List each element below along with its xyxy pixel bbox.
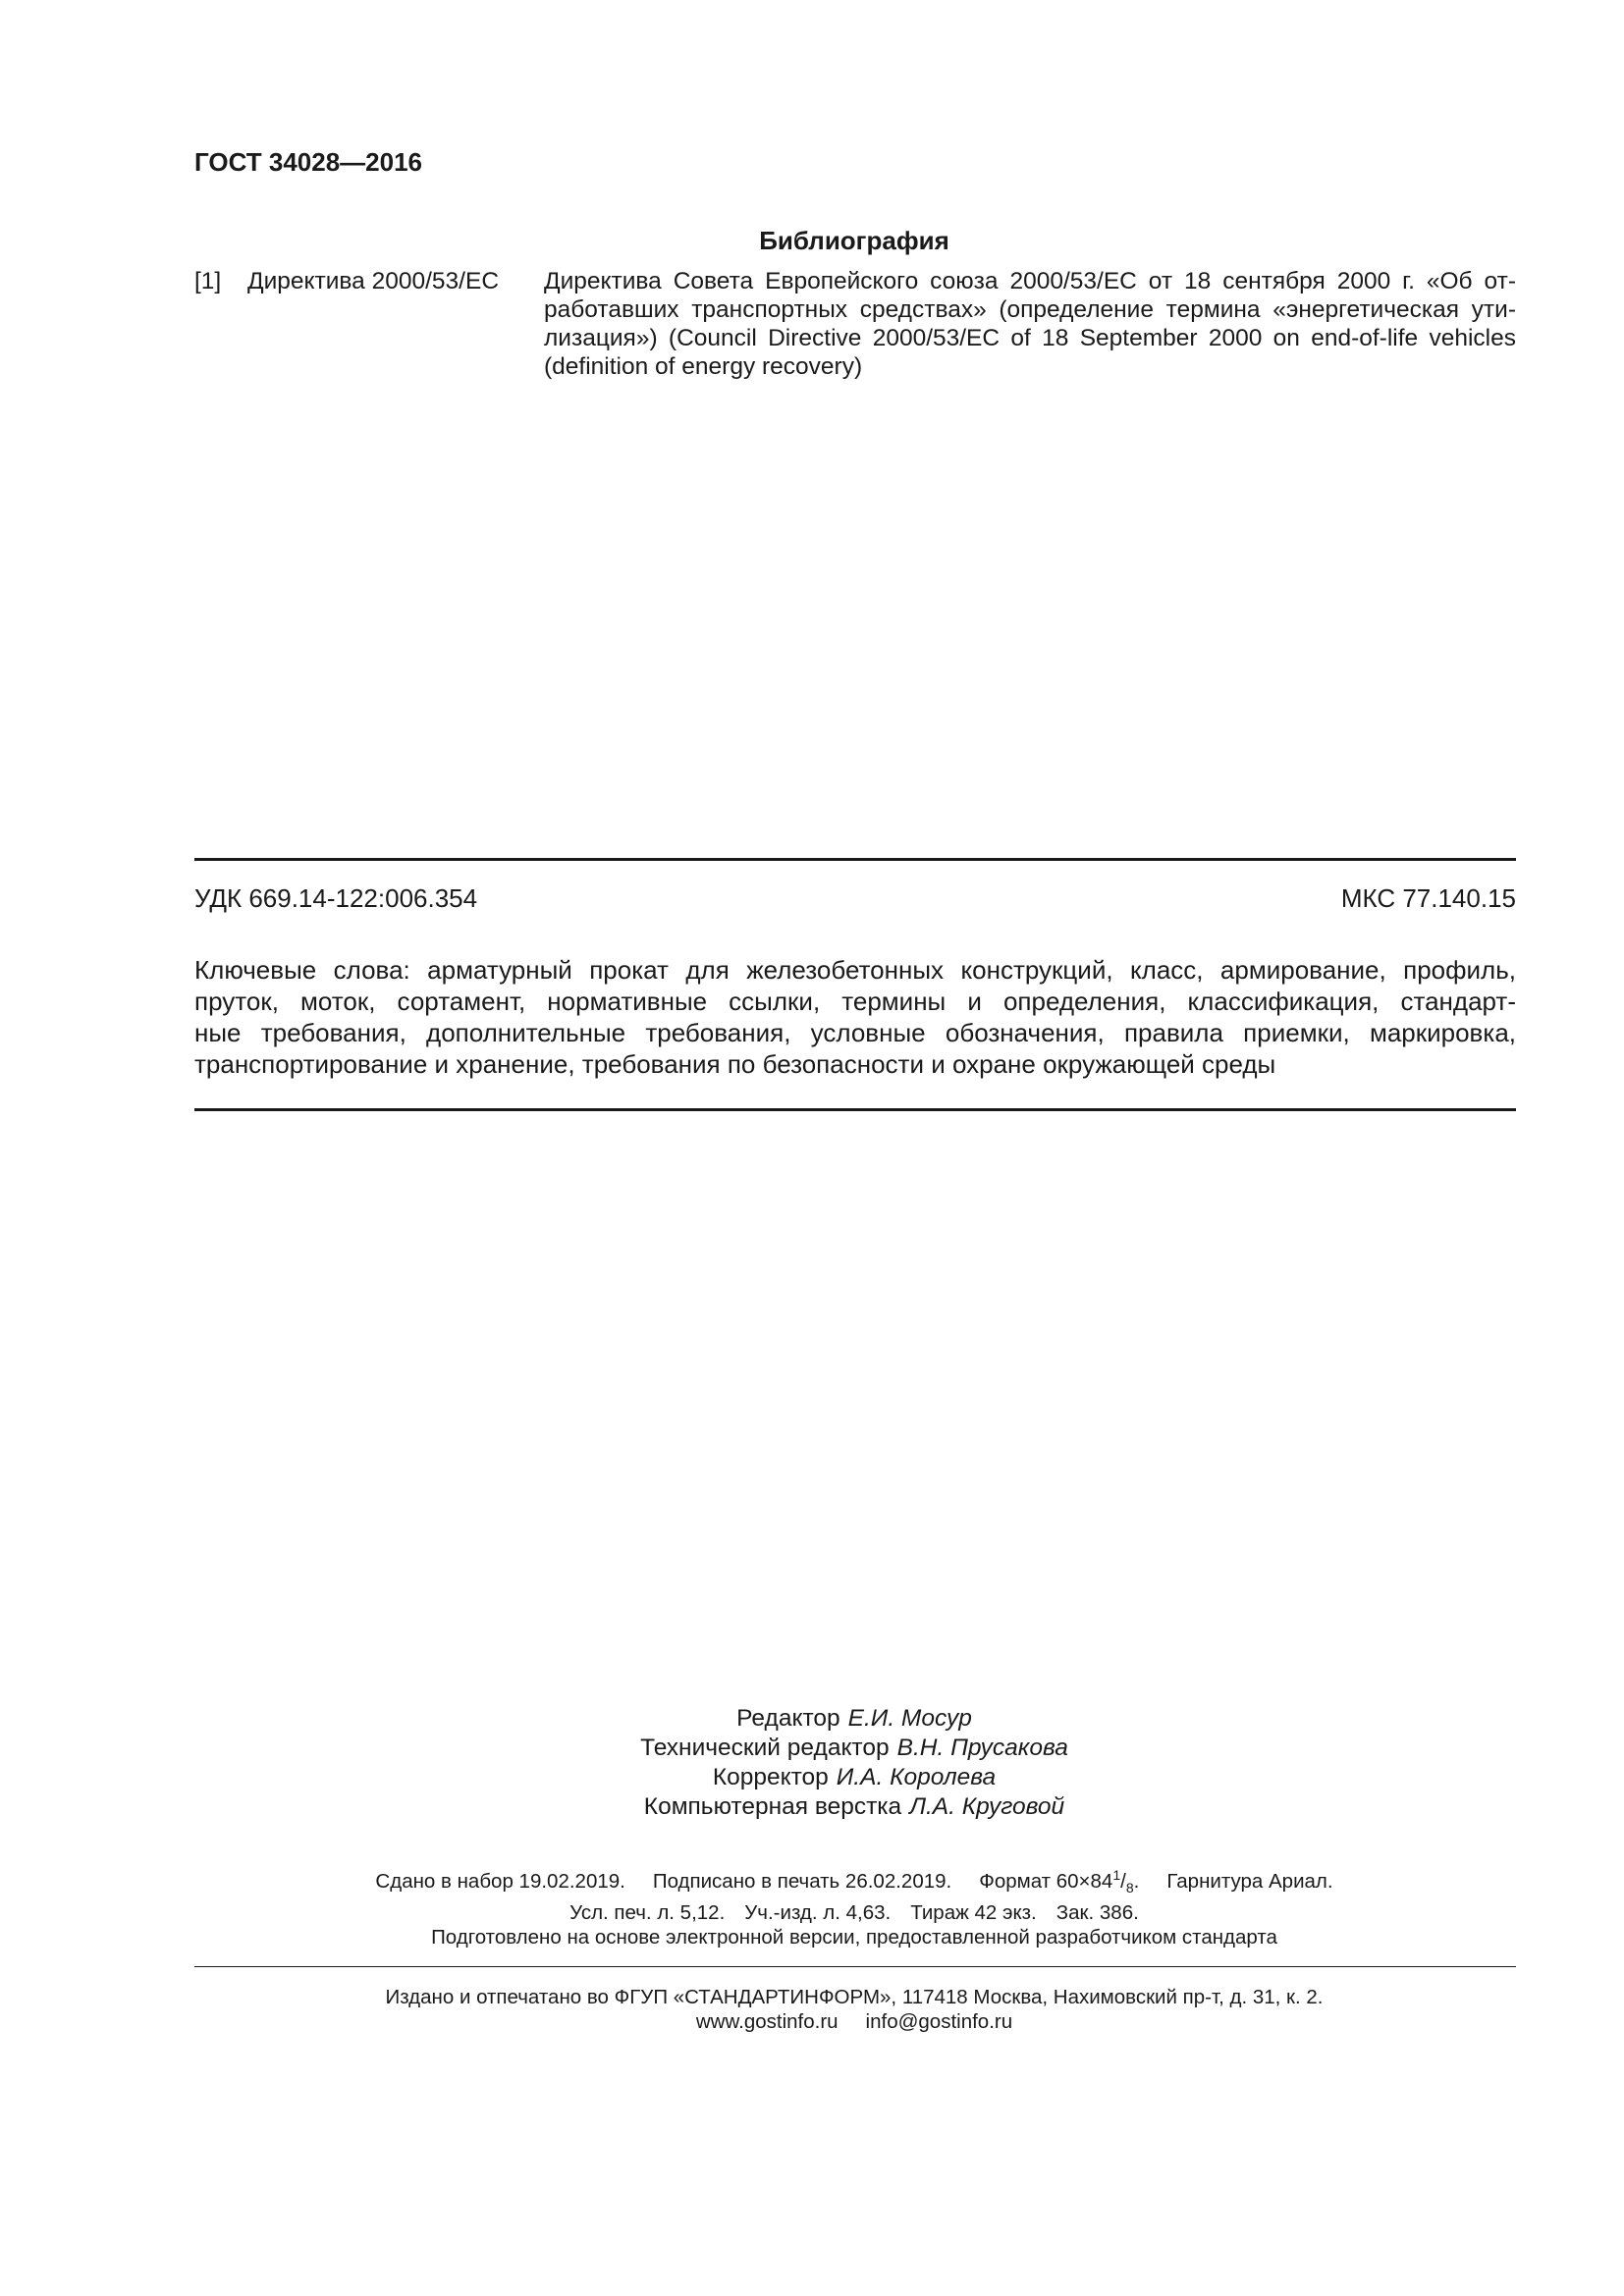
staff-role: Корректор [712, 1764, 829, 1790]
mks-code: МКС 77.140.15 [1340, 883, 1516, 913]
imprint-order: Зак. 386. [1056, 1900, 1139, 1924]
staff-role: Редактор [736, 1705, 840, 1732]
imprint-publishing-sheets: Уч.-изд. л. 4,63. [744, 1900, 892, 1924]
bibliography-description-line: (definition of energy recovery) [544, 353, 863, 380]
staff-name: И.А. Королева [836, 1764, 997, 1790]
bibliography-title: Библиография [759, 226, 949, 255]
bibliography-entry-number: [1] [194, 268, 222, 294]
publisher-website[interactable]: www.gostinfo.ru [695, 2010, 839, 2033]
publisher-address: Издано и отпечатано во ФГУП «СТАНДАРТИНФОРМ», 117418 Москва, Нахимовский пр-т, д. 31, к. 2. [385, 1986, 1324, 2008]
imprint-divider [194, 1966, 1516, 1967]
keywords-line: пруток, моток, сортамент, нормативные ссылки, термины и определения, классификация, стандарт- [194, 987, 1516, 1016]
staff-name: Е.И. Мосур [847, 1705, 972, 1732]
keywords-line: Ключевые слова: арматурный прокат для железобетонных конструкций, класс, армирование, профиль, [194, 955, 1516, 985]
keywords-line: транспортирование и хранение, требования по безопасности и охране окружающей среды [194, 1049, 1276, 1079]
keywords-line: ные требования, дополнительные требования, условные обозначения, правила приемки, маркировка, [194, 1018, 1516, 1047]
bottom-divider [194, 1108, 1516, 1111]
imprint-print-sheets: Усл. печ. л. 5,12. [569, 1900, 726, 1924]
staff-row-corrector [0, 1763, 1624, 1792]
publisher-info [0, 1985, 1624, 2034]
udk-code: УДК 669.14-122:006.354 [194, 883, 478, 913]
print-imprint [0, 1863, 1624, 1949]
staff-row-editor [0, 1704, 1624, 1734]
publisher-email[interactable]: info@gostinfo.ru [865, 2010, 1013, 2033]
imprint-row-counts [0, 1900, 1624, 1925]
staff-row-layout [0, 1792, 1624, 1822]
imprint-prepared-note: Подготовлено на основе электронной версии, предоставленной разработчиком стандарта [431, 1925, 1277, 1949]
staff-name: Л.А. Круговой [909, 1793, 1065, 1820]
bibliography-description-line: работавших транспортных средствах» (определение термина «энергетическая ути- [544, 296, 1516, 323]
editorial-staff [0, 1704, 1624, 1822]
imprint-sent-to-set: Сдано в набор 19.02.2019. [375, 1869, 625, 1893]
bibliography-description-line: Директива Совета Европейского союза 2000/53/ЕС от 18 сентября 2000 г. «Об от- [544, 268, 1516, 294]
staff-row-tech-editor [0, 1734, 1624, 1763]
top-divider [194, 858, 1516, 861]
staff-role: Технический редактор [640, 1735, 890, 1761]
staff-role: Компьютерная верстка [643, 1793, 902, 1820]
bibliography-description-line: лизация») (Council Directive 2000/53/EC of 18 September 2000 on end-of-life vehicles [544, 325, 1516, 351]
staff-name: В.Н. Прусакова [896, 1735, 1068, 1761]
bibliography-entry-short-name: Директива 2000/53/ЕС [247, 268, 500, 294]
imprint-row-dates [0, 1863, 1624, 1900]
imprint-signed-for-print: Подписано в печать 26.02.2019. [652, 1869, 952, 1893]
imprint-circulation: Тираж 42 экз. [910, 1900, 1037, 1924]
bibliography-entry-description [544, 267, 1516, 381]
keywords-block [194, 954, 1516, 1080]
document-code: ГОСТ 34028—2016 [194, 147, 422, 177]
imprint-typeface: Гарнитура Ариал. [1166, 1869, 1333, 1893]
publisher-contacts [0, 2009, 1624, 2034]
imprint-format: Формат $60\times 84^1/_8$. [979, 1867, 1140, 1896]
